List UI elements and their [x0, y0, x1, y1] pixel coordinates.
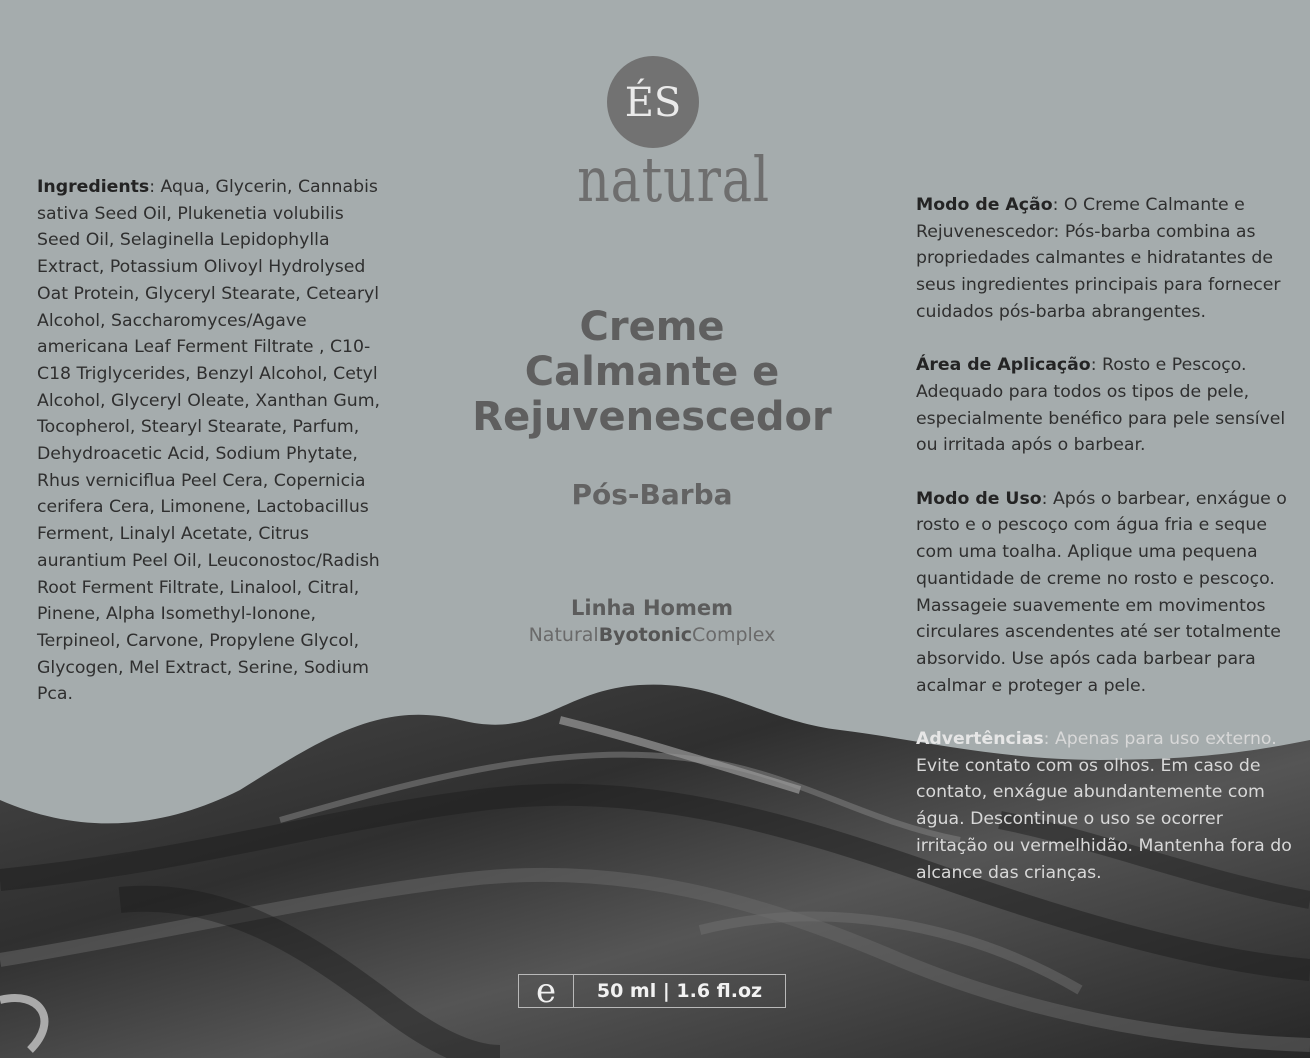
ingredients-block — [37, 174, 387, 708]
title-line-1: Creme — [579, 304, 725, 350]
tagline-part-3: Complex — [692, 624, 776, 646]
usage-info-block — [916, 192, 1296, 913]
action-paragraph — [916, 192, 1296, 326]
title-line-3: Rejuvenescedor — [472, 394, 832, 440]
estimated-sign-icon: e — [519, 975, 574, 1007]
ingredients-label: Ingredients — [37, 177, 150, 197]
action-label: Modo de Ação — [916, 195, 1053, 215]
action-text: : O Creme Calmante e Rejuvenescedor: Pós-barba combina as propriedades calmantes e hidratantes de seus ingredientes principais para fornecer cuidados pós-barba abrangentes. — [916, 195, 1281, 322]
usage-text: : Após o barbear, enxágue o rosto e o pescoço com água fria e seque com uma toalha. Aplique uma pequena quantidade de creme no rosto e pescoço. Massageie suavemente em movimentos circulares ascendentes até ser totalmente absorvido. Use após cada barbear para acalmar e proteger a pele. — [916, 488, 1287, 696]
warning-paragraph — [916, 726, 1296, 886]
area-label: Área de Aplicação — [916, 355, 1091, 376]
ingredients-text: : Aqua, Glycerin, Cannabis sativa Seed Oil, Plukenetia volubilis Seed Oil, Selaginella Lepidophylla Extract, Potassium Olivoyl Hydrolysed Oat Protein, Glyceryl Stearate, Cetearyl Alcohol, Saccharomyces/Agave americana Leaf Ferment Filtrate , C10-C18 Triglycerides, Benzyl Alcohol, Cetyl Alcohol, Glyceryl Oleate, Xanthan Gum, Tocopherol, Stearyl Stearate, Parfum, Dehydroacetic Acid, Sodium Phytate, Rhus verniciflua Peel Cera, Copernicia cerifera Cera, Limonene, Lactobacillus Ferment, Linalyl Acetate, Citrus aurantium Peel Oil, Leuconostoc/Radish Root Ferment Filtrate, Linalool, Citral, Pinene, Alpha Isomethyl-Ionone, Terpineol, Carvone, Propylene Glycol, Glycogen, Mel Extract, Serine, Sodium Pca. — [37, 177, 381, 705]
tagline-part-1: Natural — [528, 624, 599, 646]
usage-label: Modo de Uso — [916, 488, 1042, 509]
volume-text: 50 ml | 1.6 fl.oz — [596, 980, 763, 1002]
brand-wordmark: natural — [577, 143, 770, 216]
product-tagline — [452, 624, 852, 646]
area-paragraph — [916, 352, 1296, 459]
warning-text: : Apenas para uso externo. Evite contato com os olhos. Em caso de contato, enxágue abundantemente com água. Descontinue o uso se ocorrer irritação ou vermelhidão. Mantenha fora do alcance das crianças. — [916, 729, 1292, 883]
product-line-name: Linha Homem — [571, 596, 733, 620]
brand-logo-monogram — [607, 56, 699, 148]
tagline-part-2: Byotonic — [598, 624, 693, 646]
warning-label: Advertências — [916, 729, 1044, 750]
product-title — [452, 305, 852, 440]
title-line-2: Calmante e — [524, 349, 780, 395]
product-subtitle: Pós-Barba — [571, 478, 733, 511]
es-monogram-icon — [607, 56, 699, 148]
logo-monogram-text: ÉS — [624, 80, 682, 126]
area-text: : Rosto e Pescoço. Adequado para todos os tipos de pele, especialmente benéfico para pele sensível ou irritada após o barbear. — [916, 355, 1286, 456]
volume-box — [518, 971, 786, 1011]
usage-paragraph — [916, 486, 1296, 700]
